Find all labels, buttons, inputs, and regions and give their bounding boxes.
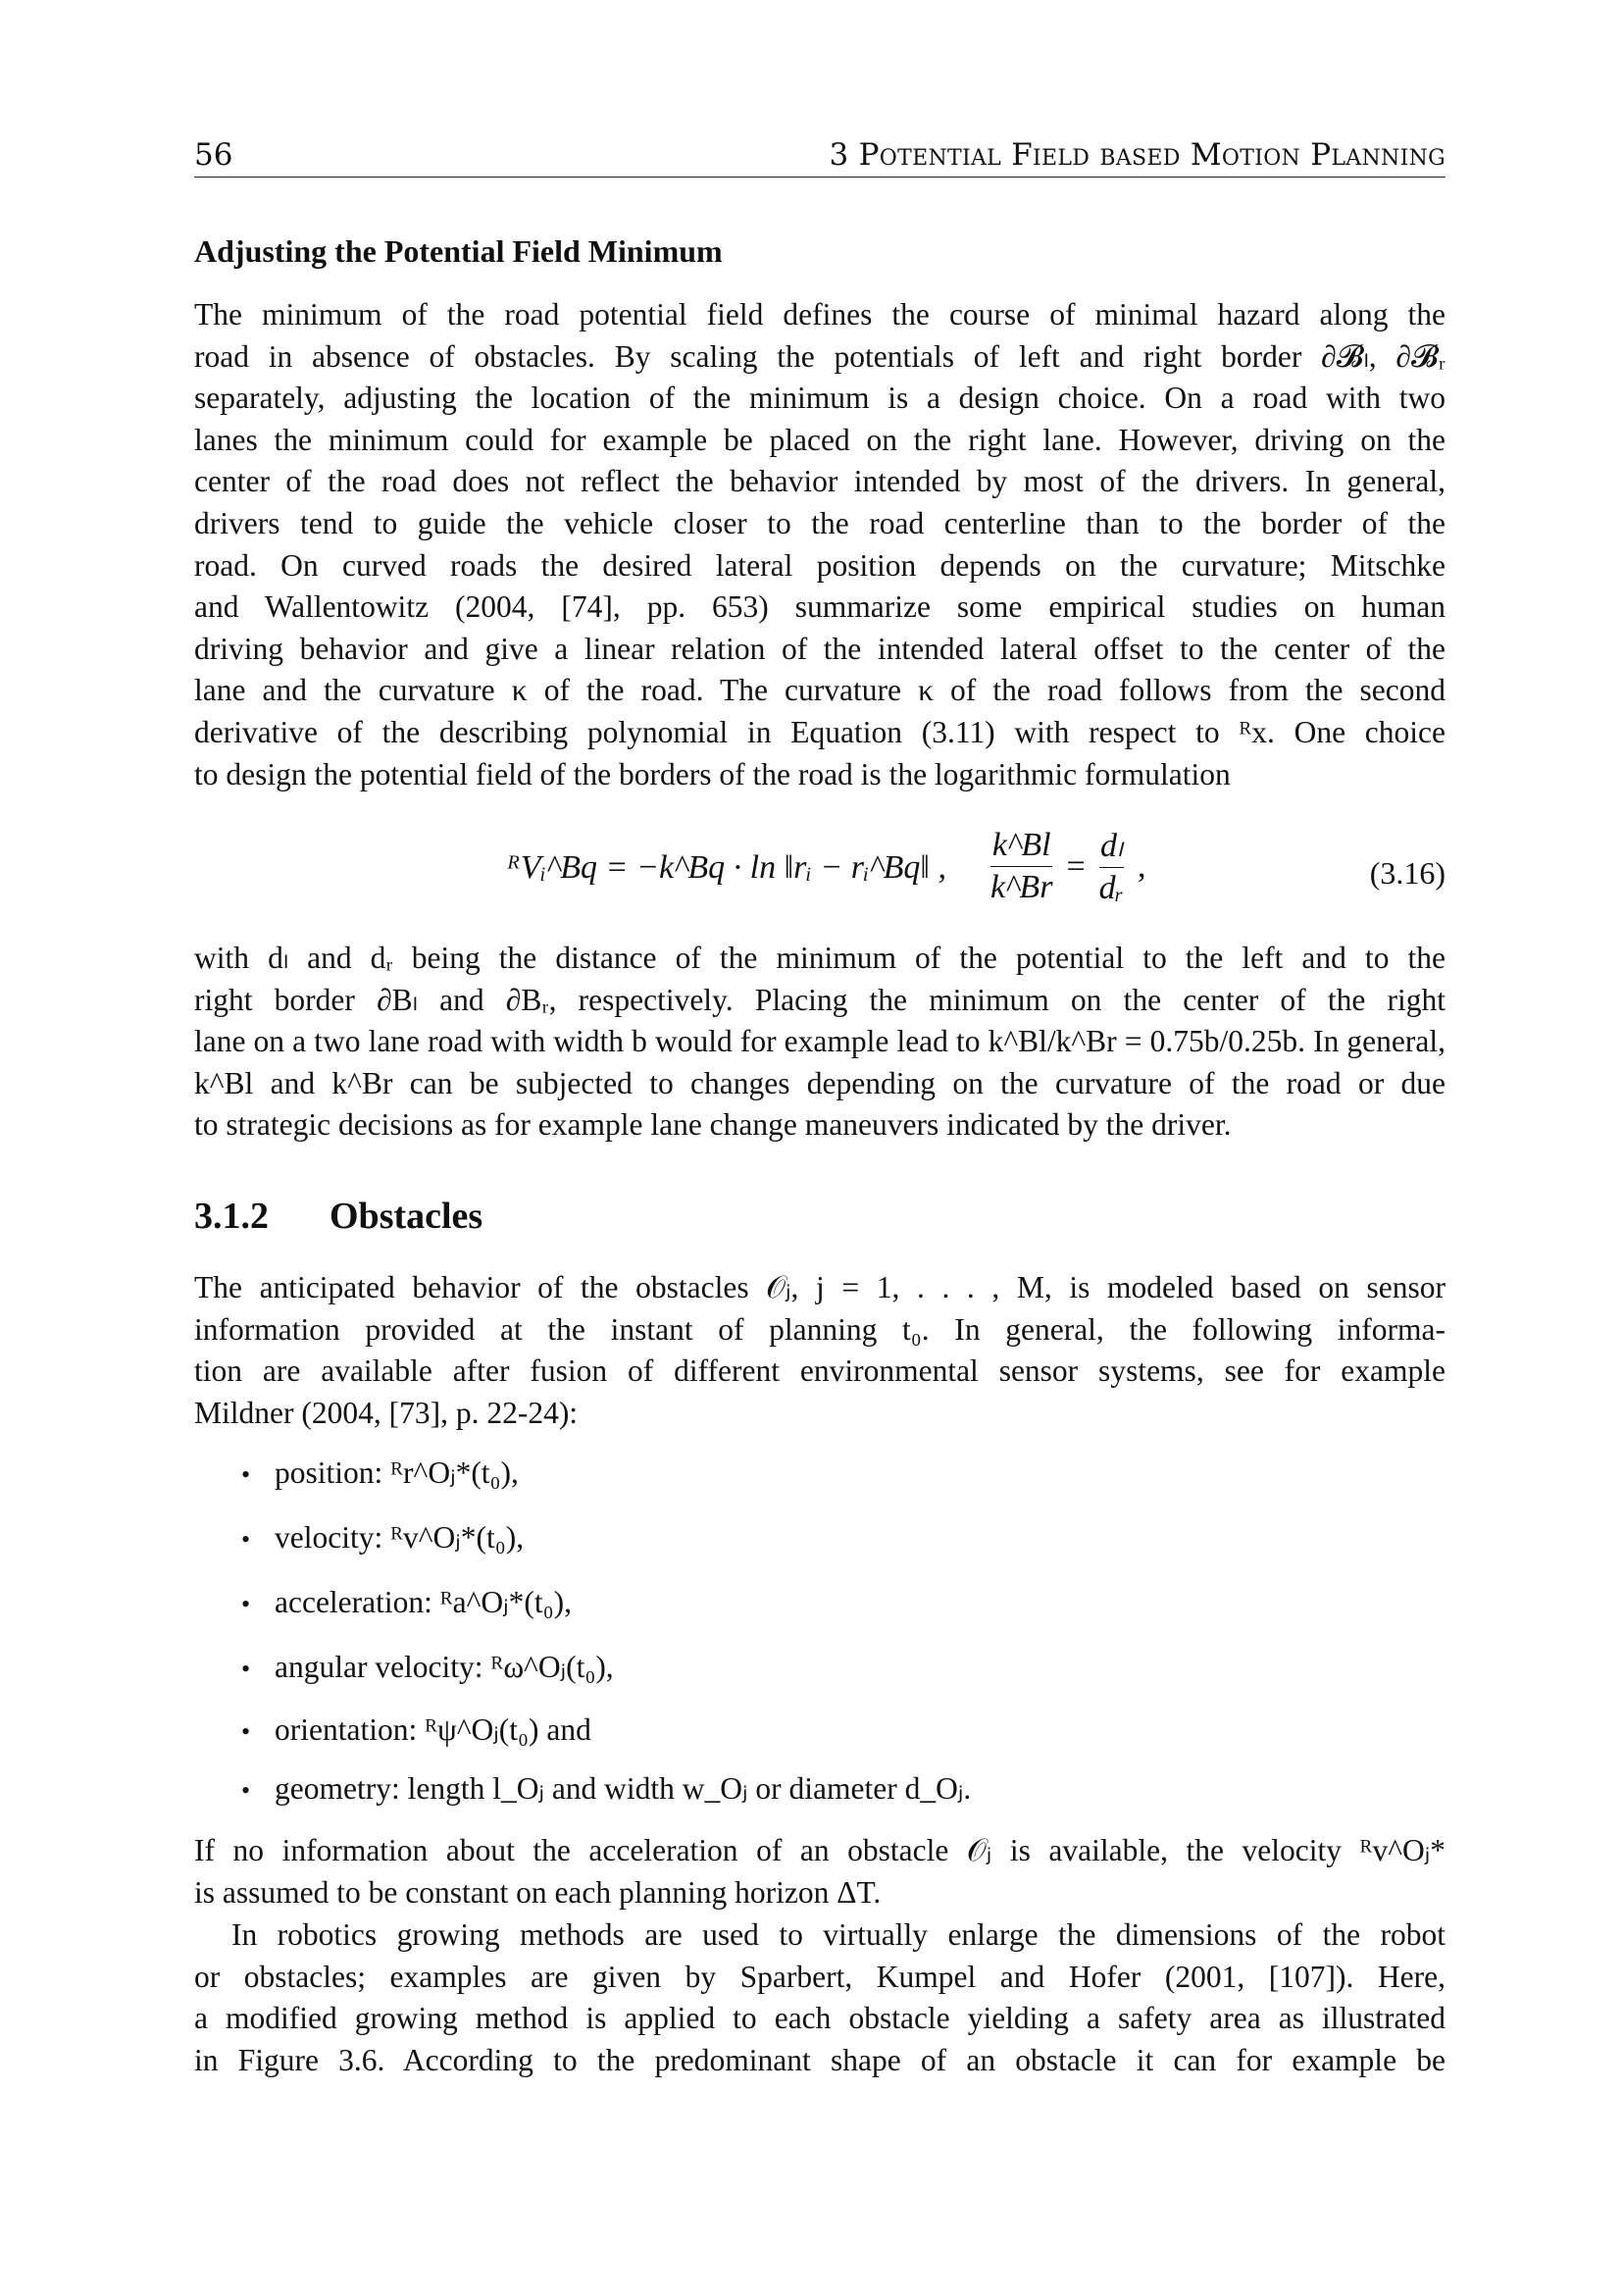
- paragraph-growing-methods: [194, 1914, 1445, 2081]
- text-line: lanes the minimum could for example be placed on the right lane. However, driving on the: [194, 422, 1445, 457]
- ratio-right-numerator: dₗ: [1099, 828, 1123, 864]
- list-item-text: orientation: ᴿψ^Oⱼ(t₀) and: [275, 1712, 591, 1747]
- list-item: [241, 1650, 614, 1685]
- bullet-icon: •: [241, 1460, 251, 1489]
- subsection-title: Obstacles: [330, 1196, 483, 1237]
- text-line: information provided at the instant of planning t₀. In general, the following informa-: [194, 1311, 1445, 1347]
- page: [194, 129, 1445, 2077]
- ratio-right-denominator: dᵣ: [1098, 870, 1124, 906]
- text-line: road in absence of obstacles. By scaling the potentials of left and right border ∂𝓑ₗ, ∂𝓑ᵣ: [194, 338, 1445, 374]
- list-item: [241, 1712, 591, 1748]
- list-item: [241, 1520, 524, 1556]
- list-item-text: position: ᴿr^Oⱼ*(t₀),: [275, 1455, 519, 1490]
- bullet-icon: •: [241, 1655, 251, 1683]
- text-line: is assumed to be constant on each planning horizon ΔT.: [194, 1874, 882, 1910]
- text-line: center of the road does not reflect the behavior intended by most of the drivers. In general,: [194, 464, 1445, 499]
- text-line: driving behavior and give a linear relation of the intended lateral offset to the center of the: [194, 631, 1445, 666]
- equation-ratio: [990, 826, 1146, 907]
- text-line: lane on a two lane road with width b would for example lead to k^Bl/k^Br = 0.75b/0.25b. In general,: [194, 1024, 1445, 1059]
- text-line: lane and the curvature κ of the road. The curvature κ of the road follows from the second: [194, 673, 1445, 708]
- text-line: right border ∂Bₗ and ∂Bᵣ, respectively. Placing the minimum on the center of the right: [194, 982, 1445, 1017]
- list-item: [241, 1585, 572, 1620]
- text-line: a modified growing method is applied to each obstacle yielding a safety area as illustrated: [194, 2001, 1445, 2036]
- text-line: or obstacles; examples are given by Sparbert, Kumpel and Hofer (2001, [107]). Here,: [194, 1959, 1445, 1994]
- subsection-number: 3.1.2: [194, 1196, 269, 1237]
- ratio-left-denominator: k^Br: [990, 869, 1053, 905]
- equation-lhs: ᴿVᵢ^Bq = −k^Bq · ln ‖rᵢ − rᵢ^Bq‖ ,: [506, 849, 946, 886]
- page-header: [194, 129, 1445, 178]
- bullet-icon: •: [241, 1590, 251, 1618]
- text-line: to design the potential field of the borders of the road is the logarithmic formulation: [194, 756, 1231, 791]
- text-line: The minimum of the road potential field defines the course of minimal hazard along the: [194, 297, 1445, 332]
- bullet-icon: •: [241, 1776, 251, 1805]
- text-line: derivative of the describing polynomial in Equation (3.11) with respect to ᴿx. One choice: [194, 714, 1445, 749]
- list-item: [241, 1455, 519, 1491]
- section-heading: Adjusting the Potential Field Minimum: [194, 233, 723, 269]
- list-item: [241, 1771, 971, 1807]
- text-line: drivers tend to guide the vehicle closer to the road centerline than to the border of the: [194, 505, 1445, 540]
- subsection-heading: [194, 1195, 482, 1238]
- text-line: to strategic decisions as for example lane change maneuvers indicated by the driver.: [194, 1107, 1232, 1143]
- equation-number: (3.16): [1369, 855, 1445, 891]
- text-line: road. On curved roads the desired lateral position depends on the curvature; Mitschke: [194, 547, 1445, 583]
- list-item-text: geometry: length l_Oⱼ and width w_Oⱼ or diameter d_Oⱼ.: [275, 1771, 972, 1806]
- text-line: and Wallentowitz (2004, [74], pp. 653) summarize some empirical studies on human: [194, 589, 1445, 625]
- list-item-text: acceleration: ᴿa^Oⱼ*(t₀),: [275, 1585, 573, 1619]
- list-item-text: velocity: ᴿv^Oⱼ*(t₀),: [275, 1520, 525, 1555]
- bullet-icon: •: [241, 1525, 251, 1554]
- fraction-bar: [1099, 867, 1124, 868]
- paragraph-potential-minimum: [194, 294, 1445, 795]
- text-line: with dₗ and dᵣ being the distance of the minimum of the potential to the left and to the: [194, 941, 1445, 975]
- text-line: If no information about the acceleration of an obstacle 𝒪ⱼ is available, the velocity ᴿv^Oⱼ*: [194, 1833, 1445, 1867]
- text-line: separately, adjusting the location of the minimum is a design choice. On a road with two: [194, 381, 1445, 416]
- bullet-icon: •: [241, 1717, 251, 1746]
- paragraph-velocity-assumption: [194, 1830, 1445, 1913]
- text-line: k^Bl and k^Br can be subjected to changes depending on the curvature of the road or due: [194, 1065, 1445, 1100]
- text-line: tion are available after fusion of different environmental sensor systems, see for example: [194, 1353, 1445, 1389]
- page-number: 56: [194, 137, 233, 173]
- list-item-text: angular velocity: ᴿω^Oⱼ(t₀),: [275, 1650, 614, 1684]
- paragraph-obstacles-intro: [194, 1267, 1445, 1434]
- paragraph-ratio-explanation: [194, 938, 1445, 1147]
- text-line: In robotics growing methods are used to virtually enlarge the dimensions of the robot: [231, 1917, 1445, 1952]
- text-line: Mildner (2004, [73], p. 22-24):: [194, 1395, 579, 1430]
- text-line: The anticipated behavior of the obstacles 𝒪ⱼ, j = 1, . . . , M, is modeled based on sensor: [194, 1270, 1445, 1304]
- running-title: 3 Potential Field based Motion Planning: [829, 137, 1445, 173]
- comma: ,: [1138, 847, 1146, 885]
- ratio-left-numerator: k^Bl: [991, 827, 1051, 863]
- equation-3-16: [194, 826, 1445, 934]
- text-line: in Figure 3.6. According to the predominant shape of an obstacle it can for example be: [194, 2042, 1445, 2077]
- equals-sign: =: [1066, 847, 1086, 885]
- fraction-bar: [990, 866, 1052, 867]
